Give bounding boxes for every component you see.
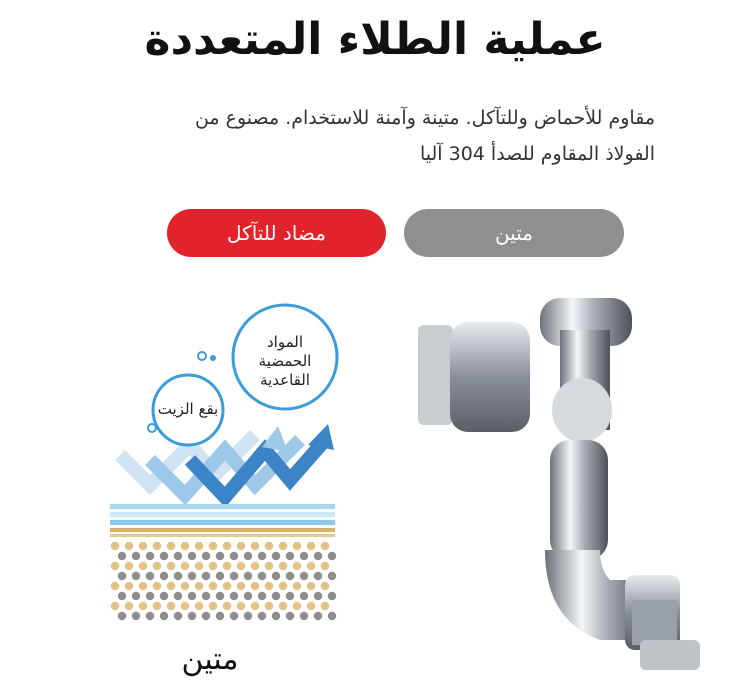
layer-dot (209, 602, 217, 610)
layer-dot (139, 562, 147, 570)
faucet-image (418, 298, 700, 670)
layer-dot (153, 562, 161, 570)
layer-dot (125, 542, 133, 550)
layer-dot (118, 572, 126, 580)
layer-dot (314, 592, 322, 600)
layer-dot (209, 582, 217, 590)
layer-dot (132, 612, 140, 620)
layer-dot (181, 582, 189, 590)
layer-dot (125, 562, 133, 570)
description-line-2: الفولاذ المقاوم للصدأ 304 آليا (419, 143, 655, 165)
layer-dot (328, 552, 336, 560)
layer-dot (321, 602, 329, 610)
layer-dot (293, 582, 301, 590)
layer-dot (202, 552, 210, 560)
layer-dot (181, 602, 189, 610)
layer-dot (279, 562, 287, 570)
layer-dot (272, 592, 280, 600)
layer-dot (286, 592, 294, 600)
layer-dot (230, 612, 238, 620)
layer-dot (181, 562, 189, 570)
layer-dot (181, 542, 189, 550)
layer-dot (195, 542, 203, 550)
layer-dot (237, 582, 245, 590)
layer-dot (279, 582, 287, 590)
layer-dot (300, 552, 308, 560)
layer-dot (174, 572, 182, 580)
layer-dot (160, 612, 168, 620)
layer-dot (188, 572, 196, 580)
layer-dot (265, 542, 273, 550)
layer-dot (146, 592, 154, 600)
layer-dot (202, 612, 210, 620)
layer-dot (258, 612, 266, 620)
layer-dot (307, 602, 315, 610)
layer-dot (251, 602, 259, 610)
layer-dot (244, 592, 252, 600)
layer-dot (300, 572, 308, 580)
layer-dot (111, 562, 119, 570)
layer-dot (146, 572, 154, 580)
layer-dot (314, 572, 322, 580)
layer-dot (118, 592, 126, 600)
layer-dot (223, 582, 231, 590)
layer-dot (167, 562, 175, 570)
layer-dot (307, 582, 315, 590)
bubble-large-text (238, 333, 332, 390)
layer-dot (111, 542, 119, 550)
layer-dot (272, 552, 280, 560)
layer-dot (230, 592, 238, 600)
layer-dot (188, 612, 196, 620)
anti-corrosion-button[interactable]: مضاد للتآكل (167, 209, 386, 257)
layer-dot (216, 572, 224, 580)
coating-layers-icon (110, 504, 335, 537)
layer-dot (139, 542, 147, 550)
layer-dot (174, 552, 182, 560)
layer-dot (223, 562, 231, 570)
layer-dot (160, 572, 168, 580)
bubble-large-line-3: القاعدية (260, 371, 310, 389)
layer-dot (146, 552, 154, 560)
layer-dot (132, 572, 140, 580)
bubble-small-text: بقع الزيت (157, 400, 219, 418)
layer-dot (293, 562, 301, 570)
layer-dot (223, 602, 231, 610)
layer-dot (195, 562, 203, 570)
layer-dot (160, 552, 168, 560)
layer-dot (195, 582, 203, 590)
layer-dot (139, 582, 147, 590)
layer-dot (265, 602, 273, 610)
layer-dot (209, 542, 217, 550)
layer-dot (258, 572, 266, 580)
layer-dot (188, 552, 196, 560)
layer-dot (146, 612, 154, 620)
layer-dot (328, 592, 336, 600)
layer-dot (293, 602, 301, 610)
layer-dot (251, 542, 259, 550)
layer-dot (286, 552, 294, 560)
layer-dot (286, 612, 294, 620)
layer-dot (153, 542, 161, 550)
layer-dot (265, 582, 273, 590)
bottom-label: متين (181, 642, 239, 677)
layer-dot (279, 602, 287, 610)
dot-icon (198, 352, 206, 360)
layer-dot (167, 542, 175, 550)
layer-dot (300, 592, 308, 600)
layer-dot (251, 562, 259, 570)
layer-dot (216, 552, 224, 560)
layer-dot (244, 572, 252, 580)
layer-dot (286, 572, 294, 580)
layer-dot (307, 562, 315, 570)
layer-dot (314, 612, 322, 620)
layer-dot (237, 602, 245, 610)
layer-dot (216, 612, 224, 620)
dot-pattern-icon (111, 542, 336, 620)
description-line-1: مقاوم للأحماض وللتآكل. متينة وآمنة للاستخدام. مصنوع من (194, 107, 655, 129)
layer-dot (314, 552, 322, 560)
layer-dot (174, 592, 182, 600)
layer-dot (223, 542, 231, 550)
layer-dot (272, 612, 280, 620)
layer-dot (258, 592, 266, 600)
layer-dot (174, 612, 182, 620)
layer-dot (125, 582, 133, 590)
layer-dot (328, 612, 336, 620)
layer-dot (321, 542, 329, 550)
layer-dot (202, 572, 210, 580)
page-title: عملية الطلاء المتعددة (144, 14, 606, 65)
layer-dot (153, 582, 161, 590)
layer-dot (237, 562, 245, 570)
layer-dot (209, 562, 217, 570)
layer-dot (160, 592, 168, 600)
layer-dot (118, 612, 126, 620)
dot-icon (148, 424, 156, 432)
layer-dot (167, 582, 175, 590)
layer-dot (230, 552, 238, 560)
layer-dot (244, 612, 252, 620)
layer-dot (132, 552, 140, 560)
layer-dot (279, 542, 287, 550)
dot-icon (210, 355, 216, 361)
layer-dot (111, 582, 119, 590)
bubble-large-line-1: المواد (266, 333, 303, 351)
arrows-icon (120, 424, 334, 497)
layer-dot (244, 552, 252, 560)
layer-dot (202, 592, 210, 600)
layer-dot (139, 602, 147, 610)
layer-dot (258, 552, 266, 560)
layer-dot (118, 552, 126, 560)
layer-dot (167, 602, 175, 610)
layer-dot (321, 562, 329, 570)
layer-dot (265, 562, 273, 570)
layer-dot (307, 542, 315, 550)
layer-dot (230, 572, 238, 580)
layer-dot (321, 582, 329, 590)
layer-dot (111, 602, 119, 610)
layer-dot (188, 592, 196, 600)
layer-dot (195, 602, 203, 610)
layer-dot (237, 542, 245, 550)
layer-dot (216, 592, 224, 600)
layer-dot (132, 592, 140, 600)
layer-dot (293, 542, 301, 550)
layer-dot (328, 572, 336, 580)
layer-dot (153, 602, 161, 610)
layer-dot (125, 602, 133, 610)
layer-dot (251, 582, 259, 590)
bubble-large-line-2: الحمضية (258, 352, 312, 370)
layer-dot (272, 572, 280, 580)
layer-dot (300, 612, 308, 620)
durable-button[interactable]: متين (404, 209, 624, 257)
